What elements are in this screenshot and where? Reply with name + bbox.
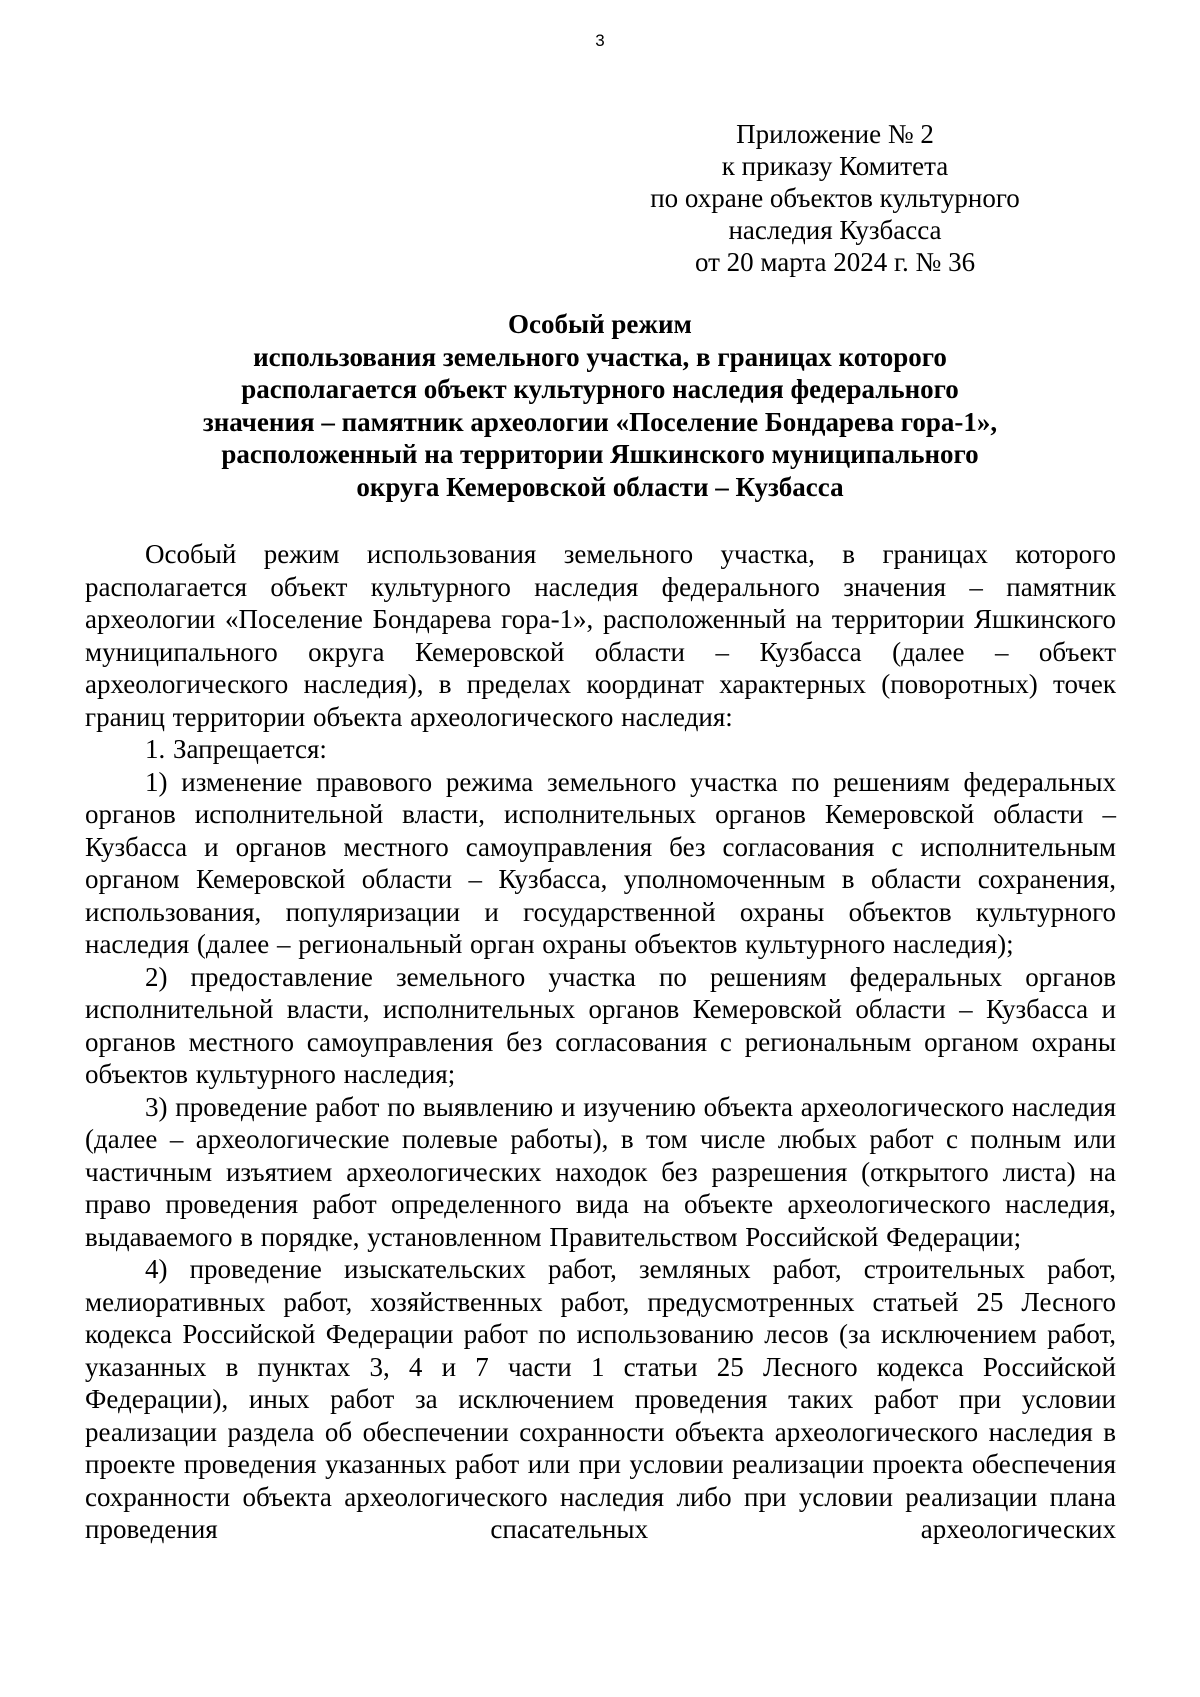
- title-line: использования земельного участка, в границах которого: [253, 341, 947, 372]
- document-title: [85, 308, 1115, 503]
- title-line: располагается объект культурного наследия федерального: [241, 374, 959, 404]
- appendix-line: Приложение № 2: [736, 119, 934, 149]
- title-line: значения – памятник археологии «Поселение Бондарева гора-1»,: [202, 406, 998, 437]
- section-heading: 1. Запрещается:: [145, 734, 327, 764]
- list-item-2: 2) предоставление земельного участка по решениям федеральных органов исполнительной власти, исполнительных органов Кемеровской области – Кузбасса и органов местного самоуправления без согласования с региональным органом охраны объектов культурного наследия;: [85, 961, 1116, 1089]
- appendix-header: [620, 118, 1050, 278]
- title-line: расположенный на территории Яшкинского муниципального: [221, 439, 979, 469]
- document-body: [85, 538, 1116, 1546]
- appendix-line: к приказу Комитета: [721, 151, 949, 181]
- list-item-3: 3) проведение работ по выявлению и изучению объекта археологического наследия (далее – археологические полевые работы), в том числе любых работ с полным или частичным изъятием археологических находок без разрешения (открытого листа) на право проведения работ определенного вида на объекте археологического наследия, выдаваемого в порядке, установленном Правительством Российской Федерации;: [85, 1091, 1116, 1252]
- list-item-1: 1) изменение правового режима земельного участка по решениям федеральных органов исполнительной власти, исполнительных органов Кемеровской области – Кузбасса и органов местного самоуправления без согласования с исполнительным органом Кемеровской области – Кузбасса, уполномоченным в области сохранения, использования, популяризации и государственной охраны объектов культурного наследия (далее – региональный орган охраны объектов культурного наследия);: [85, 766, 1116, 959]
- intro-paragraph: Особый режим использования земельного участка, в границах которого располагается объект культурного наследия федерального значения – памятник археологии «Поселение Бондарева гора-1», расположенный на территории Яшкинского муниципального округа Кемеровской области – Кузбасса (далее – объект археологического наследия), в пределах координат характерных (поворотных) точек границ территории объекта археологического наследия:: [85, 539, 1116, 732]
- appendix-line: по охране объектов культурного: [650, 183, 1020, 213]
- appendix-line: наследия Кузбасса: [728, 215, 942, 245]
- page-number: 3: [595, 31, 605, 50]
- appendix-line: от 20 марта 2024 г. № 36: [694, 247, 976, 277]
- title-line: Особый режим: [508, 309, 692, 339]
- title-line: округа Кемеровской области – Кузбасса: [356, 471, 844, 502]
- list-item-4: 4) проведение изыскательских работ, земляных работ, строительных работ, мелиоративных работ, хозяйственных работ, предусмотренных статьей 25 Лесного кодекса Российской Федерации работ по использованию лесов (за исключением работ, указанных в пунктах 3, 4 и 7 части 1 статьи 25 Лесного кодекса Российской Федерации), иных работ за исключением проведения таких работ при условии реализации раздела об обеспечении сохранности объекта археологического наследия в проекте проведения указанных работ или при условии реализации проекта обеспечения сохранности объекта археологического наследия либо при условии реализации плана проведения спасательных археологических: [85, 1254, 1116, 1544]
